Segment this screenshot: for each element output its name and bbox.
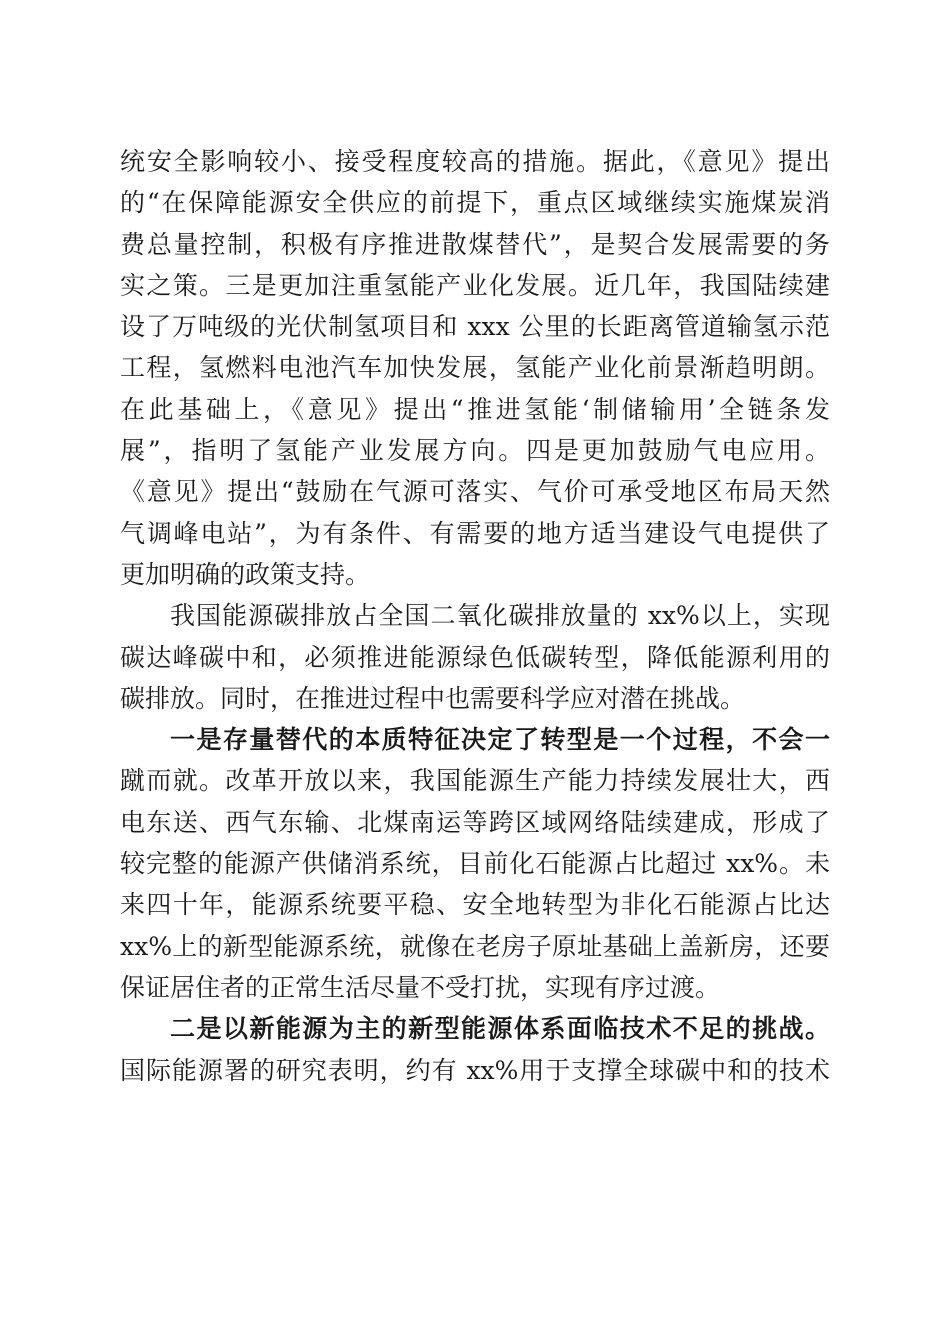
paragraph-1-line-8: 展”，指明了氢能产业发展方向。四是更加鼓励气电应用。 — [120, 436, 830, 466]
paragraph-3-line-1 — [120, 719, 830, 760]
paragraph-3-line-5: 来四十年，能源系统要平稳、安全地转型为非化石能源占比达 — [120, 890, 830, 920]
paragraph-3-line-6: xx%上的新型能源系统，就像在老房子原址基础上盖新房，还要 — [120, 931, 830, 961]
paragraph-3-line-2: 蹴而就。改革开放以来，我国能源生产能力持续发展壮大，西 — [120, 766, 830, 796]
paragraph-2-line-3: 碳排放。同时，在推进过程中也需要科学应对潜在挑战。 — [120, 683, 746, 713]
body-text — [120, 141, 830, 1091]
paragraph-2-line-1: 我国能源碳排放占全国二氧化碳排放量的 xx%以上，实现 — [170, 601, 830, 631]
paragraph-3-line-7: 保证居住者的正常生活尽量不受打扰，实现有序过渡。 — [120, 972, 721, 1002]
paragraph-3-line-4: 较完整的能源产供储消系统，目前化石能源占比超过 xx%。未 — [120, 849, 830, 879]
paragraph-4-heading: 二是以新能源为主的新型能源体系面临技术不足的挑战。 — [170, 1014, 830, 1044]
paragraph-1-line-3: 费总量控制，积极有序推进散煤替代”，是契合发展需要的务 — [120, 229, 830, 259]
paragraph-4-line-2: 国际能源署的研究表明，约有 xx%用于支撑全球碳中和的技术 — [120, 1055, 830, 1085]
paragraph-3-line-3: 电东送、西气东输、北煤南运等跨区域网络陆续建成，形成了 — [120, 807, 830, 837]
paragraph-1-line-10: 气调峰电站”，为有条件、有需要的地方适当建设气电提供了 — [120, 518, 830, 548]
paragraph-1-line-7: 在此基础上，《意见》提出“推进氢能‘制储输用’全链条发 — [120, 394, 830, 424]
paragraph-2-line-2: 碳达峰碳中和，必须推进能源绿色低碳转型，降低能源利用的 — [120, 642, 830, 672]
paragraph-1-line-9: 《意见》提出“鼓励在气源可落实、气价可承受地区布局天然 — [120, 477, 830, 507]
paragraph-1-line-5: 设了万吨级的光伏制氢项目和 xxx 公里的长距离管道输氢示范 — [120, 312, 830, 342]
paragraph-1-line-11: 更加明确的政策支持。 — [120, 559, 371, 589]
paragraph-1-line-1: 统安全影响较小、接受程度较高的措施。据此，《意见》提出 — [120, 147, 830, 176]
paragraph-1-line-6: 工程，氢燃料电池汽车加快发展，氢能产业化前景渐趋明朗。 — [120, 353, 830, 383]
paragraph-1-line-4: 实之策。三是更加注重氢能产业化发展。近几年，我国陆续建 — [120, 270, 830, 300]
paragraph-1-line-2: 的“在保障能源安全供应的前提下，重点区域继续实施煤炭消 — [120, 188, 830, 218]
paragraph-3-heading: 一是存量替代的本质特征决定了转型是一个过程，不会一 — [170, 725, 830, 755]
